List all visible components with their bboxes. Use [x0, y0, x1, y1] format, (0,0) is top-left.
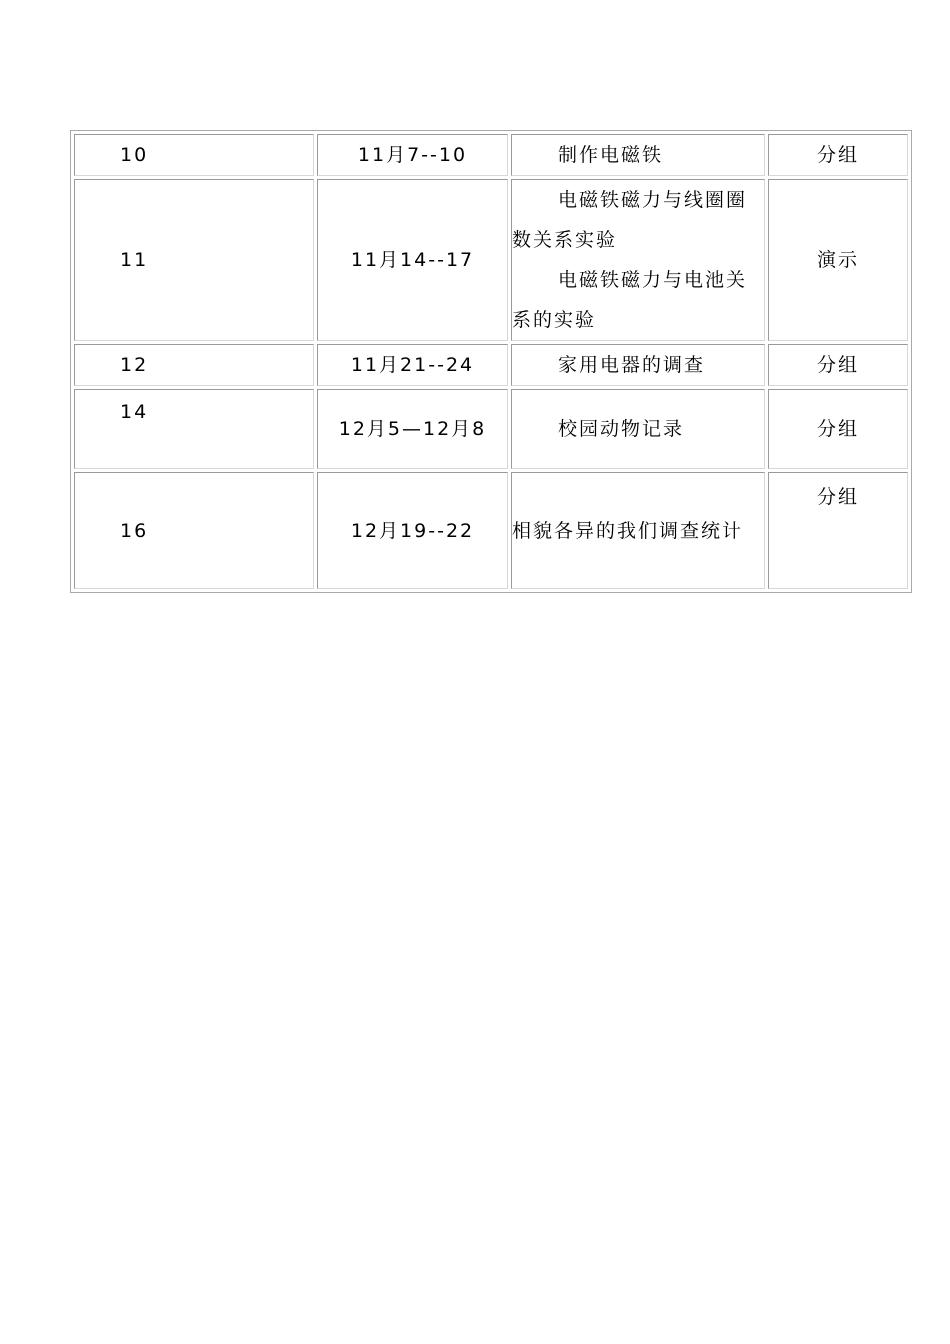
- mode-cell: [768, 472, 908, 589]
- table-row: [74, 134, 908, 176]
- mode-text: 分组: [816, 486, 859, 508]
- schedule-table: [70, 130, 912, 593]
- date-cell: 12月5—12月8: [317, 389, 508, 469]
- table-row: [74, 472, 908, 589]
- date-cell: 12月19--22: [317, 472, 508, 589]
- content-cell: [511, 134, 765, 176]
- content-cell: [511, 179, 765, 341]
- content-cell: [511, 344, 765, 386]
- content-cell: [511, 472, 765, 589]
- week-cell: 11: [74, 179, 314, 341]
- table-row: [74, 389, 908, 469]
- week-cell: 10: [74, 134, 314, 176]
- content-text: 制作电磁铁: [558, 144, 664, 166]
- content-text: 电磁铁磁力与电池关系的实验: [512, 269, 748, 331]
- table-row: [74, 179, 908, 341]
- date-cell: 11月14--17: [317, 179, 508, 341]
- mode-cell: 分组: [768, 389, 908, 469]
- date-cell: 11月7--10: [317, 134, 508, 176]
- week-cell: 16: [74, 472, 314, 589]
- week-cell: [74, 389, 314, 469]
- table-row: [74, 344, 908, 386]
- week-text: 14: [120, 401, 149, 423]
- content-cell: [511, 389, 765, 469]
- mode-cell: 分组: [768, 134, 908, 176]
- content-text: 相貌各异的我们调查统计: [512, 519, 744, 542]
- content-text: 校园动物记录: [558, 418, 685, 440]
- week-cell: 12: [74, 344, 314, 386]
- content-text: 电磁铁磁力与线圈圈数关系实验: [512, 189, 748, 251]
- mode-cell: 分组: [768, 344, 908, 386]
- date-cell: 11月21--24: [317, 344, 508, 386]
- content-text: 家用电器的调查: [558, 354, 706, 376]
- mode-cell: 演示: [768, 179, 908, 341]
